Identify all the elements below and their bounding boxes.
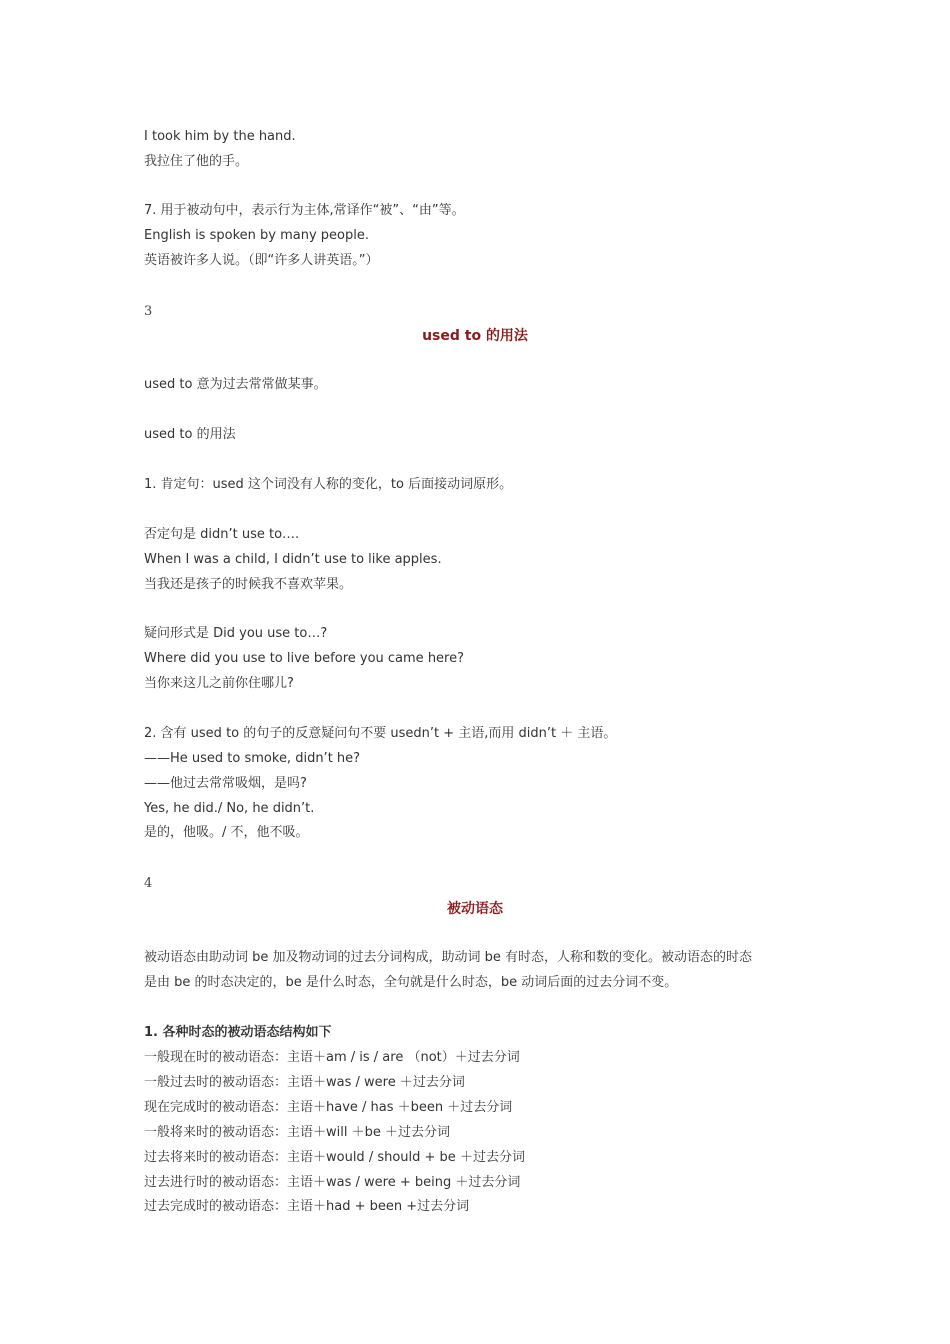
section-intro: used to 意为过去常常做某事。 [144, 377, 327, 392]
example-sentence: I took him by the hand. [144, 129, 296, 144]
list-title: 1. 各种时态的被动语态结构如下 [144, 1025, 332, 1040]
section-number: 4 [144, 876, 153, 891]
dialogue-line: ——He used to smoke, didn’t he? [144, 751, 361, 766]
example-sentence: When I was a child, I didn’t use to like apples. [144, 552, 442, 567]
section-title: used to 的用法 [422, 328, 528, 344]
list-item: 过去进行时的被动语态：主语＋was / were + being ＋过去分词 [144, 1175, 521, 1190]
list-item: 一般过去时的被动语态：主语＋was / were ＋过去分词 [144, 1075, 465, 1090]
dialogue-line: 是的，他吸。/ 不，他不吸。 [144, 825, 309, 840]
translation: 当你来这儿之前你住哪儿? [144, 676, 294, 691]
dialogue-line: ——他过去常常吸烟，是吗? [144, 776, 307, 791]
subheading: used to 的用法 [144, 427, 236, 442]
section-intro: 被动语态由助动词 be 加及物动词的过去分词构成，助动词 be 有时态，人称和数的变化。被动语态的时态 [144, 950, 753, 965]
section-intro: 是由 be 的时态决定的，be 是什么时态，全句就是什么时态，be 动词后面的过去分词不变。 [144, 975, 678, 990]
usage-point: 2. 含有 used to 的句子的反意疑问句不要 usedn’t + 主语,而用 didn’t ＋ 主语。 [144, 726, 617, 741]
list-item: 过去将来时的被动语态：主语＋would / should + be ＋过去分词 [144, 1150, 525, 1165]
example-sentence: Where did you use to live before you came here? [144, 651, 465, 666]
section-number: 3 [144, 304, 153, 319]
dialogue-line: Yes, he did./ No, he didn’t. [144, 801, 315, 816]
list-item: 现在完成时的被动语态：主语＋have / has ＋been ＋过去分词 [144, 1100, 513, 1115]
list-item: 过去完成时的被动语态：主语＋had + been +过去分词 [144, 1199, 470, 1214]
usage-point: 7. 用于被动句中，表示行为主体,常译作“被”、“由”等。 [144, 203, 465, 218]
section-title: 被动语态 [447, 901, 503, 917]
example-sentence: English is spoken by many people. [144, 228, 369, 243]
list-item: 一般现在时的被动语态：主语＋am / is / are （not）＋过去分词 [144, 1050, 520, 1065]
negative-form: 否定句是 didn’t use to…. [144, 527, 300, 542]
list-item: 一般将来时的被动语态：主语＋will ＋be ＋过去分词 [144, 1125, 450, 1140]
translation: 我拉住了他的手。 [144, 154, 249, 169]
question-form: 疑问形式是 Did you use to…? [144, 626, 328, 641]
usage-point: 1. 肯定句：used 这个词没有人称的变化，to 后面接动词原形。 [144, 477, 513, 492]
translation: 英语被许多人说。（即“许多人讲英语。”） [144, 253, 379, 268]
translation: 当我还是孩子的时候我不喜欢苹果。 [144, 577, 353, 592]
